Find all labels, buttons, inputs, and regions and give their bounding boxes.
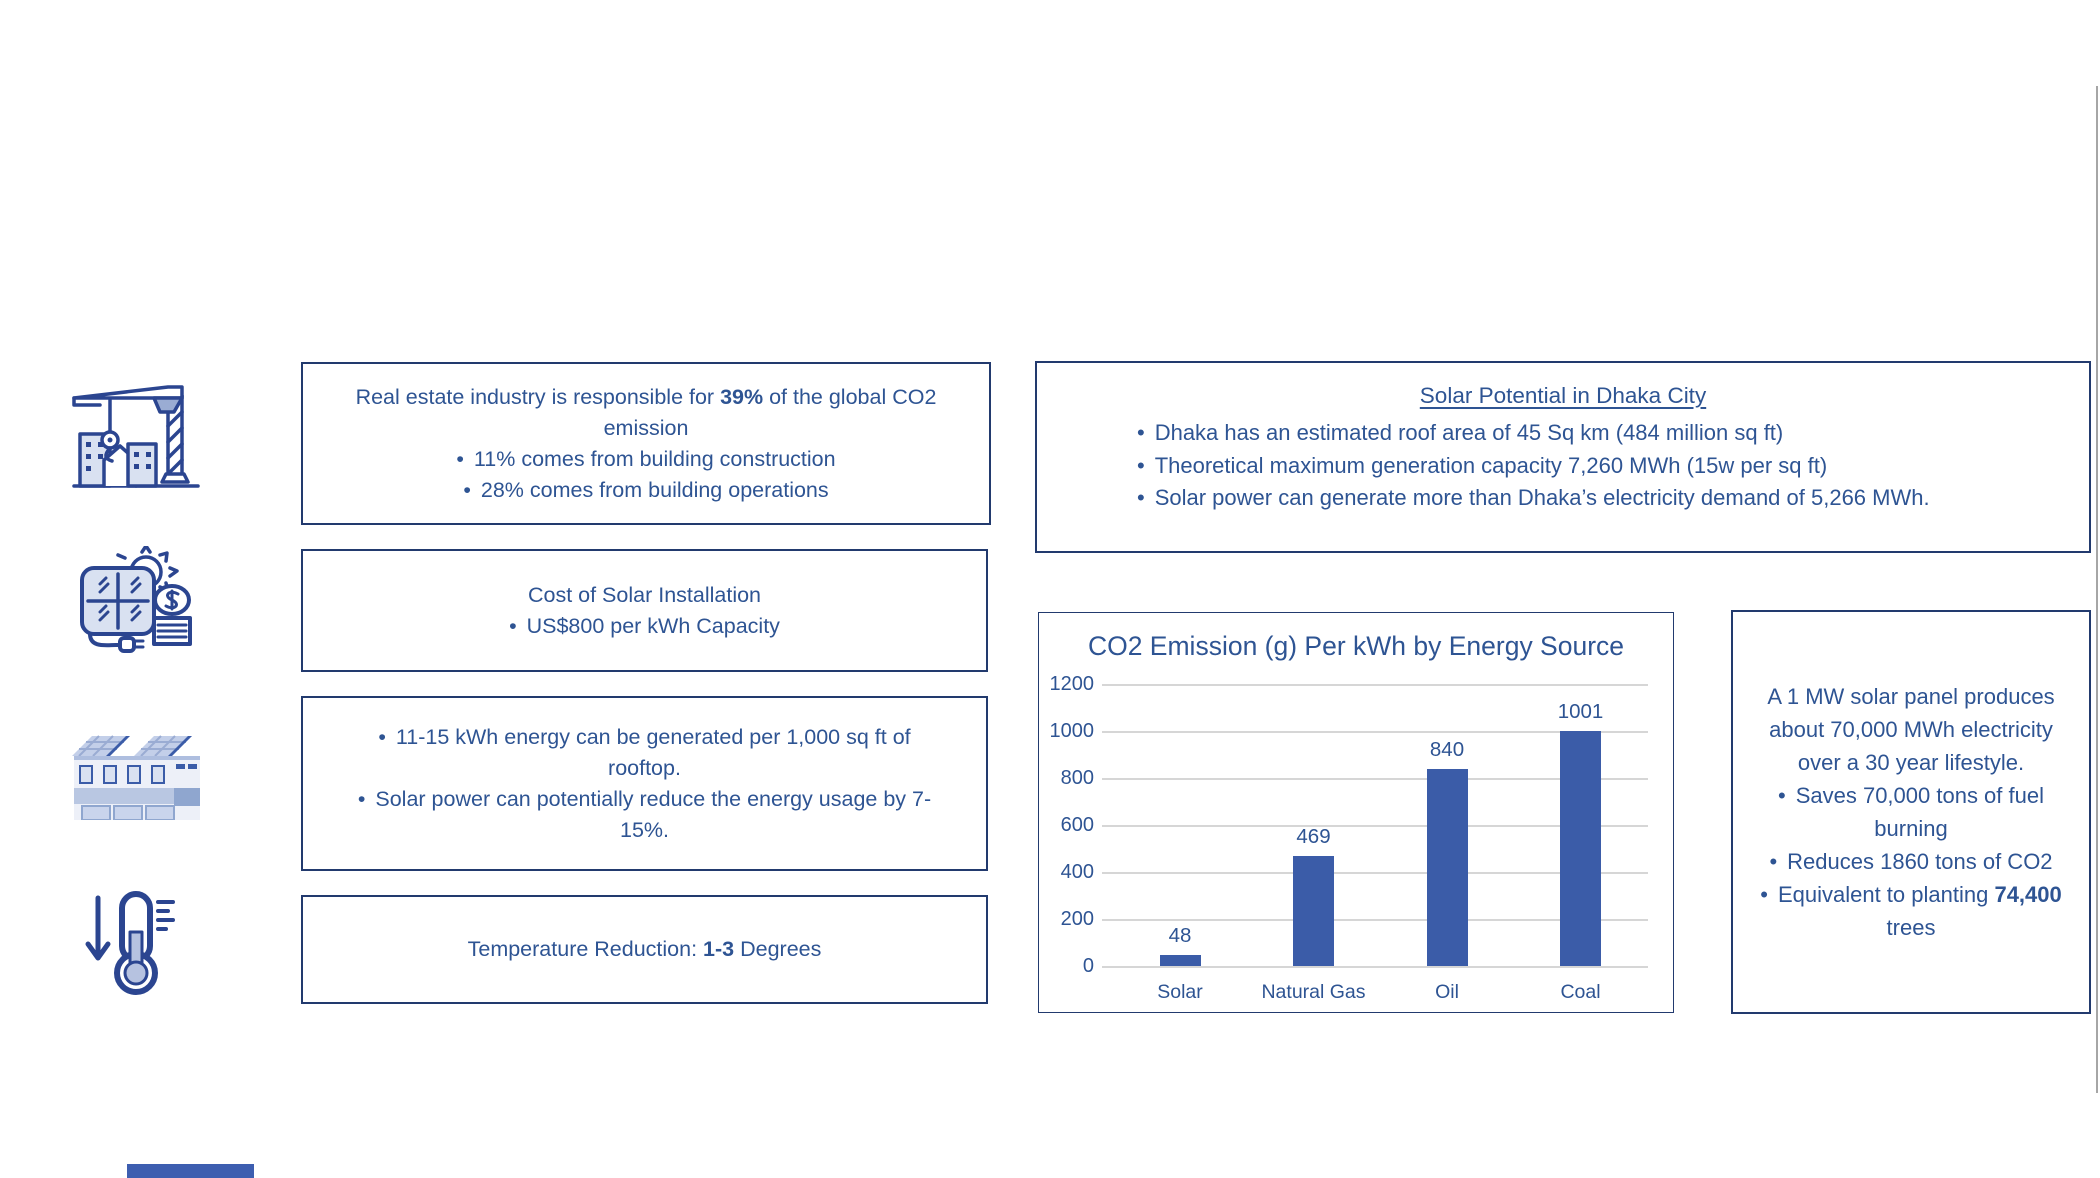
bullet-icon: • (463, 477, 471, 502)
bar-data-label: 840 (1429, 737, 1465, 761)
bullet-icon: • (456, 446, 464, 471)
bullet-icon: • (509, 613, 517, 638)
temperature-heading: Temperature Reduction: 1-3 Degrees (467, 937, 822, 961)
construction-crane-icon (70, 382, 202, 494)
y-tick-label: 600 (1060, 814, 1094, 836)
bullet-line: • Equivalent to planting 74,400 trees (1747, 878, 2075, 944)
mw-impact-box (1731, 610, 2091, 1014)
y-tick-label: 800 (1060, 767, 1094, 789)
temperature-info-box (301, 895, 988, 1004)
bullet-icon: • (357, 786, 366, 811)
temperature-drop-icon (84, 890, 176, 996)
bullet-icon: • (1769, 849, 1778, 874)
bar-data-label: 469 (1296, 824, 1331, 848)
x-category-label: Solar (1157, 981, 1203, 1003)
emission-info-box (301, 362, 991, 525)
bullet-icon: • (1760, 882, 1768, 907)
generation-bullets (347, 722, 942, 846)
bullet-line: • Dhaka has an estimated roof area of 45 Sq km (484 million sq ft) (1137, 417, 2089, 450)
emission-heading: Real estate industry is responsible for 39% of the global CO2 emission (355, 384, 937, 440)
y-tick-label: 200 (1060, 908, 1094, 930)
page-edge-line (2096, 86, 2098, 1093)
solar-potential-bullets (1037, 417, 2089, 515)
generation-info-box (301, 696, 988, 871)
y-tick-label: 1000 (1049, 720, 1094, 742)
bullet-line: • 11% comes from building construction (325, 444, 967, 475)
cost-info-box (301, 549, 988, 672)
solar-potential-box (1035, 361, 2091, 553)
emission-bullets (325, 444, 967, 506)
bullet-line: • 28% comes from building operations (325, 475, 967, 506)
bar-data-label: 48 (1168, 923, 1192, 947)
chart-bar (1427, 769, 1468, 966)
chart-title: CO2 Emission (g) Per kWh by Energy Source (1087, 631, 1625, 661)
bullet-line: • Solar power can potentially reduce the energy usage by 7-15%. (347, 784, 942, 846)
mw-bullets (1747, 779, 2075, 944)
chart-bar (1560, 731, 1601, 966)
chart-gridline (1102, 966, 1648, 968)
bullet-line: • US$800 per kWh Capacity (325, 611, 964, 642)
chart-bar (1293, 856, 1334, 966)
solar-potential-title: Solar Potential in Dhaka City (1419, 383, 1707, 408)
bullet-line: • 11-15 kWh energy can be generated per 1,000 sq ft of rooftop. (347, 722, 942, 784)
x-category-label: Natural Gas (1261, 981, 1366, 1003)
bullet-icon: • (1137, 452, 1145, 478)
progress-bar (127, 1164, 254, 1178)
bullet-line: • Saves 70,000 tons of fuel burning (1747, 779, 2075, 845)
chart-bar (1160, 955, 1201, 966)
cost-heading: Cost of Solar Installation (527, 582, 762, 607)
mw-heading: A 1 MW solar panel produces about 70,000 MWh electricity over a 30 year lifestyle. (1767, 684, 2055, 775)
y-tick-label: 400 (1060, 861, 1094, 883)
y-tick-label: 0 (1082, 955, 1094, 977)
rooftop-solar-icon (66, 734, 208, 820)
solar-cost-icon (80, 546, 192, 660)
chart-gridline (1102, 684, 1648, 686)
bullet-icon: • (378, 724, 386, 749)
bullet-icon: • (1778, 783, 1786, 808)
cost-bullets (325, 611, 964, 642)
bullet-line: • Solar power can generate more than Dhaka’s electricity demand of 5,266 MWh. (1137, 482, 2089, 515)
bullet-icon: • (1137, 485, 1145, 510)
co2-chart (1038, 612, 1674, 1013)
bullet-line: • Theoretical maximum generation capacity 7,260 MWh (15w per sq ft) (1137, 450, 2089, 483)
y-tick-label: 1200 (1049, 673, 1094, 695)
bar-data-label: 1001 (1557, 699, 1604, 723)
bullet-icon: • (1137, 420, 1145, 445)
x-category-label: Oil (1435, 981, 1459, 1003)
x-category-label: Coal (1560, 981, 1601, 1003)
bullet-line: • Reduces 1860 tons of CO2 (1747, 845, 2075, 878)
